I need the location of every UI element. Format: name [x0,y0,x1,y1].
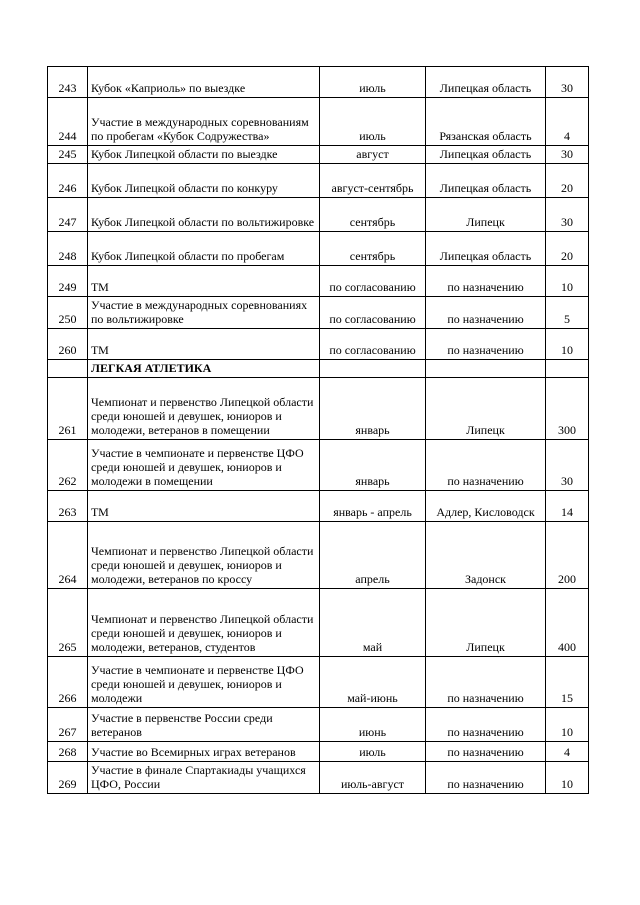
quantity-cell: 20 [546,164,589,198]
place-cell: Липецкая область [426,146,546,164]
month-cell: январь [320,378,426,440]
quantity-cell: 10 [546,266,589,297]
event-name-cell: Участие в первенстве России среди ветеранов [88,708,320,742]
month-cell: май [320,589,426,657]
place-cell: Липецк [426,378,546,440]
month-cell: сентябрь [320,198,426,232]
month-cell: август-сентябрь [320,164,426,198]
quantity-cell: 30 [546,67,589,98]
row-number-cell: 261 [48,378,88,440]
row-number-cell: 267 [48,708,88,742]
place-cell: Задонск [426,522,546,589]
events-table-body [48,67,589,794]
row-number-cell: 264 [48,522,88,589]
table-row [48,762,589,794]
row-number-cell: 268 [48,742,88,762]
row-number-cell: 244 [48,98,88,146]
row-number-cell: 265 [48,589,88,657]
event-name-cell: Чемпионат и первенство Липецкой области среди юношей и девушек, юниоров и молодежи, ветеранов в помещении [88,378,320,440]
section-row [48,360,589,378]
month-cell: по согласованию [320,297,426,329]
month-cell: июль [320,67,426,98]
quantity-cell: 10 [546,762,589,794]
row-number-cell: 243 [48,67,88,98]
table-row [48,708,589,742]
place-cell [426,360,546,378]
row-number-cell: 269 [48,762,88,794]
row-number-cell: 262 [48,440,88,491]
table-row [48,232,589,266]
event-name-cell: Участие в международных соревнованиям по пробегам «Кубок Содружества» [88,98,320,146]
place-cell: Адлер, Кисловодск [426,491,546,522]
event-name-cell: Кубок Липецкой области по пробегам [88,232,320,266]
place-cell: Липецкая область [426,232,546,266]
event-name-cell: Кубок Липецкой области по вольтижировке [88,198,320,232]
place-cell: Липецкая область [426,67,546,98]
row-number-cell: 245 [48,146,88,164]
place-cell: по назначению [426,329,546,360]
table-row [48,67,589,98]
place-cell: по назначению [426,742,546,762]
event-name-cell: Участие в финале Спартакиады учащихся ЦФО, России [88,762,320,794]
table-row [48,329,589,360]
quantity-cell: 10 [546,329,589,360]
table-row [48,146,589,164]
row-number-cell: 248 [48,232,88,266]
table-row [48,266,589,297]
place-cell: по назначению [426,762,546,794]
month-cell: январь [320,440,426,491]
events-table [47,66,589,794]
row-number-cell: 246 [48,164,88,198]
table-row [48,589,589,657]
quantity-cell: 30 [546,440,589,491]
table-row [48,522,589,589]
event-name-cell: ТМ [88,329,320,360]
quantity-cell: 200 [546,522,589,589]
place-cell: Липецк [426,198,546,232]
quantity-cell: 10 [546,708,589,742]
place-cell: Липецк [426,589,546,657]
month-cell: по согласованию [320,266,426,297]
month-cell: апрель [320,522,426,589]
table-row [48,164,589,198]
table-row [48,297,589,329]
row-number-cell: 247 [48,198,88,232]
month-cell: июль-август [320,762,426,794]
quantity-cell: 400 [546,589,589,657]
event-name-cell: Участие во Всемирных играх ветеранов [88,742,320,762]
event-name-cell: Участие в чемпионате и первенстве ЦФО среди юношей и девушек, юниоров и молодежи [88,657,320,708]
section-title: ЛЕГКАЯ АТЛЕТИКА [88,360,320,378]
quantity-cell [546,360,589,378]
month-cell: июль [320,742,426,762]
place-cell: по назначению [426,440,546,491]
month-cell: сентябрь [320,232,426,266]
table-row [48,657,589,708]
month-cell: май-июнь [320,657,426,708]
event-name-cell: ТМ [88,491,320,522]
quantity-cell: 20 [546,232,589,266]
place-cell: по назначению [426,266,546,297]
month-cell: январь - апрель [320,491,426,522]
quantity-cell: 4 [546,742,589,762]
quantity-cell: 14 [546,491,589,522]
month-cell: июнь [320,708,426,742]
table-row [48,98,589,146]
row-number-cell: 249 [48,266,88,297]
quantity-cell: 5 [546,297,589,329]
place-cell: Липецкая область [426,164,546,198]
event-name-cell: Участие в международных соревнованиях по вольтижировке [88,297,320,329]
row-number-cell: 263 [48,491,88,522]
place-cell: по назначению [426,657,546,708]
table-row [48,742,589,762]
row-number-cell: 250 [48,297,88,329]
quantity-cell: 30 [546,198,589,232]
table-row [48,440,589,491]
row-number-cell: 260 [48,329,88,360]
month-cell [320,360,426,378]
table-row [48,198,589,232]
month-cell: по согласованию [320,329,426,360]
table-row [48,491,589,522]
row-number-cell: 266 [48,657,88,708]
event-name-cell: ТМ [88,266,320,297]
table-row [48,378,589,440]
event-name-cell: Кубок Липецкой области по выездке [88,146,320,164]
place-cell: по назначению [426,297,546,329]
quantity-cell: 30 [546,146,589,164]
row-number-cell [48,360,88,378]
place-cell: Рязанская область [426,98,546,146]
place-cell: по назначению [426,708,546,742]
event-name-cell: Чемпионат и первенство Липецкой области среди юношей и девушек, юниоров и молодежи, ветеранов по кроссу [88,522,320,589]
quantity-cell: 300 [546,378,589,440]
month-cell: август [320,146,426,164]
event-name-cell: Кубок «Каприоль» по выездке [88,67,320,98]
event-name-cell: Кубок Липецкой области по конкуру [88,164,320,198]
event-name-cell: Участие в чемпионате и первенстве ЦФО среди юношей и девушек, юниоров и молодежи в помещении [88,440,320,491]
quantity-cell: 15 [546,657,589,708]
quantity-cell: 4 [546,98,589,146]
month-cell: июль [320,98,426,146]
event-name-cell: Чемпионат и первенство Липецкой области среди юношей и девушек, юниоров и молодежи, ветеранов, студентов [88,589,320,657]
